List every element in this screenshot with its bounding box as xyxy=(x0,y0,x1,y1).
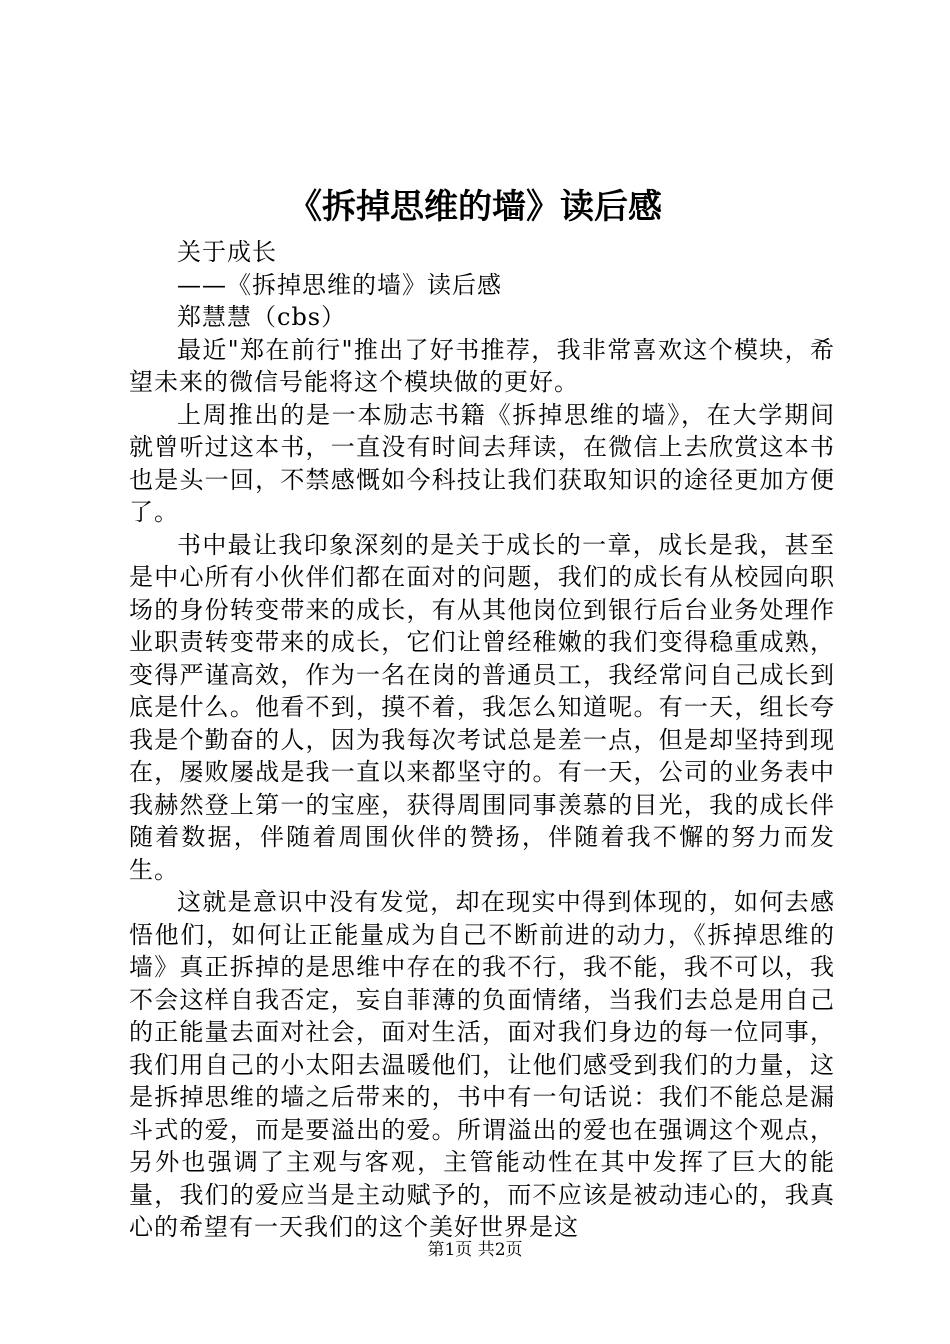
body-paragraph: 书中最让我印象深刻的是关于成长的一章，成长是我，甚至是中心所有小伙伴们都在面对的问题，我们的成长有从校园向职场的身份转变带来的成长，有从其他岗位到银行后台业务处理作业职责转变带来的成长，它们让曾经稚嫩的我们变得稳重成熟，变得严谨高效，作为一名在岗的普通员工，我经常问自己成长到底是什么。他看不到，摸不着，我怎么知道呢。有一天，组长夸我是个勤奋的人，因为我每次考试总是差一点，但是却坚持到现在，屡败屡战是我一直以来都坚守的。有一天，公司的业务表中我赫然登上第一的宝座，获得周围同事羡慕的目光，我的成长伴随着数据，伴随着周围伙伴的赞扬，伴随着我不懈的努力而发生。 xyxy=(129,530,835,884)
document-body xyxy=(129,236,835,1244)
document-title: 《拆掉思维的墙》读后感 xyxy=(288,187,662,227)
subtitle-line: ——《拆掉思维的墙》读后感 xyxy=(177,270,502,299)
body-paragraph: 最近"郑在前行"推出了好书推荐，我非常喜欢这个模块，希望未来的微信号能将这个模块做的更好。 xyxy=(129,335,835,396)
body-paragraph: 这就是意识中没有发觉，却在现实中得到体现的，如何去感悟他们，如何让正能量成为自己不断前进的动力，《拆掉思维的墙》真正拆掉的是思维中存在的我不行，我不能，我不可以，我不会这样自我否定，妄自菲薄的负面情绪，当我们去总是用自己的正能量去面对社会，面对生活，面对我们身边的每一位同事，我们用自己的小太阳去温暖他们，让他们感受到我们的力量，这是拆掉思维的墙之后带来的，书中有一句话说：我们不能总是漏斗式的爱，而是要溢出的爱。所谓溢出的爱也在强调这个观点，另外也强调了主观与客观，主管能动性在其中发挥了巨大的能量，我们的爱应当是主动赋予的，而不应该是被动违心的，我真心的希望有一天我们的这个美好世界是这 xyxy=(129,888,835,1241)
page-number-footer: 第1页 共2页 xyxy=(427,1240,523,1260)
author-line: 郑慧慧（cbs） xyxy=(177,303,347,331)
section-heading: 关于成长 xyxy=(177,238,277,266)
body-paragraph: 上周推出的是一本励志书籍《拆掉思维的墙》，在大学期间就曾听过这本书，一直没有时间去拜读，在微信上去欣赏这本书也是头一回，不禁感慨如今科技让我们获取知识的途径更加方便了。 xyxy=(129,400,835,526)
